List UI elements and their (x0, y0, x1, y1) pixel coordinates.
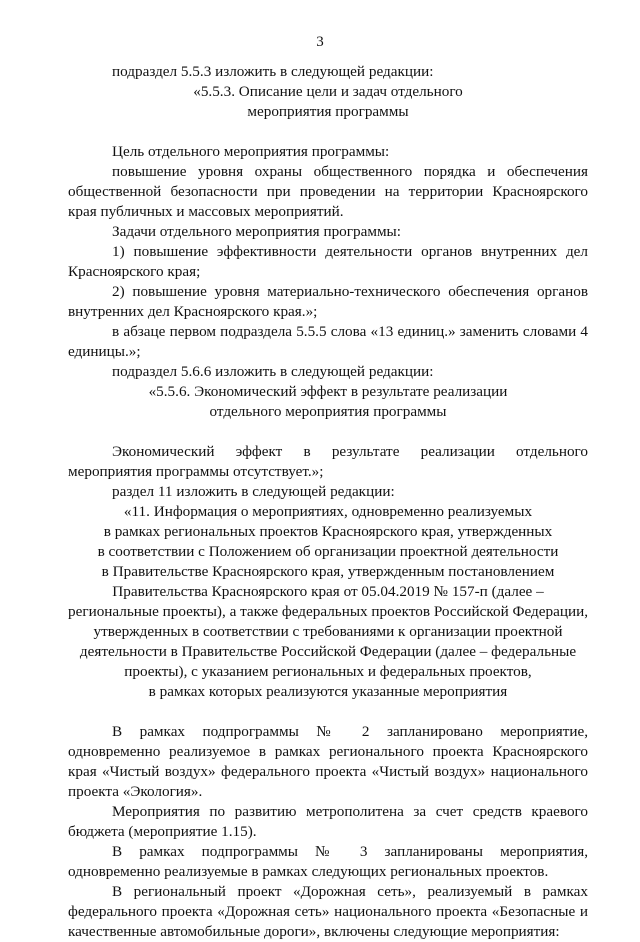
section-heading: в Правительстве Красноярского края, утвержденным постановлением (101, 563, 555, 580)
section-heading: в рамках региональных проектов Красноярского края, утвержденных (103, 523, 553, 540)
paragraph: В рамках подпрограммы № 2 запланировано мероприятие, одновременно реализуемое в рамках регионального проекта Красноярского края «Чистый воздух» федерального проекта «Чистый воздух» национального проекта «Экология». (68, 723, 588, 800)
paragraph: Цель отдельного мероприятия программы: (112, 143, 390, 160)
paragraph: в абзаце первом подраздела 5.5.5 слова «13 единиц.» заменить словами 4 единицы.»; (68, 323, 588, 360)
paragraph: подраздел 5.6.6 изложить в следующей редакции: (112, 363, 434, 380)
section-heading: в рамках которых реализуются указанные мероприятия (148, 683, 508, 700)
paragraph: В рамках подпрограммы № 3 запланированы мероприятия, одновременно реализуемые в рамках следующих региональных проектов. (68, 843, 588, 880)
section-heading: «5.5.3. Описание цели и задач отдельного (193, 83, 463, 100)
section-heading: отдельного мероприятия программы (209, 403, 447, 420)
paragraph: повышение уровня охраны общественного порядка и обеспечения общественной безопасности при проведении на территории Красноярского края публичных и массовых мероприятий. (68, 163, 588, 220)
paragraph: раздел 11 изложить в следующей редакции: (112, 483, 395, 500)
page-number: 3 (316, 34, 324, 50)
section-heading: региональные проекты), а также федеральных проектов Российской Федерации, (68, 603, 589, 620)
section-heading: «11. Информация о мероприятиях, одновременно реализуемых (123, 503, 533, 520)
paragraph: подраздел 5.5.3 изложить в следующей редакции: (112, 63, 434, 80)
paragraph: Мероприятия по развитию метрополитена за счет средств краевого бюджета (мероприятие 1.15). (68, 803, 588, 840)
section-heading: Правительства Красноярского края от 05.04.2019 № 157-п (далее – (112, 583, 544, 600)
section-heading: проекты), с указанием региональных и федеральных проектов, (124, 663, 532, 680)
paragraph: В региональный проект «Дорожная сеть», реализуемый в рамках федерального проекта «Дорожная сеть» национального проекта «Безопасные и качественные автомобильные дороги», включены следующие мероприятия: (68, 883, 588, 940)
section-heading: «5.5.6. Экономический эффект в результате реализации (148, 383, 508, 400)
section-heading: утвержденных в соответствии с требованиями к организации проектной (93, 623, 563, 640)
paragraph: Задачи отдельного мероприятия программы: (112, 223, 401, 240)
section-heading: мероприятия программы (247, 103, 409, 120)
paragraph: 2) повышение уровня материально-технического обеспечения органов внутренних дел Красноярского края.»; (68, 283, 588, 320)
section-heading: в соответствии с Положением об организации проектной деятельности (97, 543, 559, 560)
paragraph: Экономический эффект в результате реализации отдельного мероприятия программы отсутствует.»; (68, 443, 588, 480)
paragraph: 1) повышение эффективности деятельности органов внутренних дел Красноярского края; (68, 243, 588, 280)
section-heading: деятельности в Правительстве Российской Федерации (далее – федеральные (79, 643, 577, 660)
document-body (68, 62, 588, 942)
